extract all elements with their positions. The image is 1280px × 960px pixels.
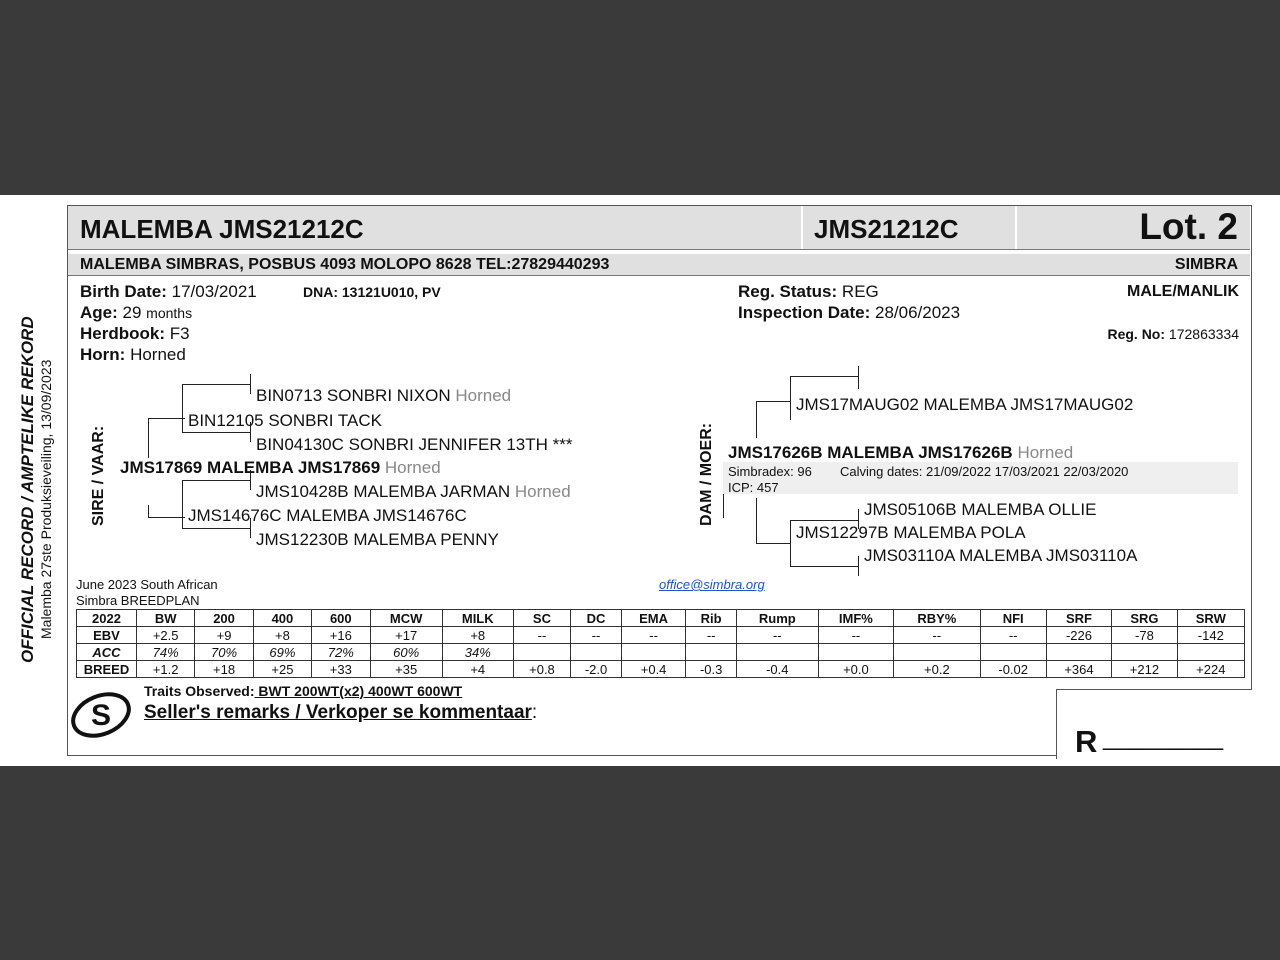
catalogue-sheet	[0, 195, 1280, 766]
table-cell: +0.0	[818, 661, 894, 678]
animal-name: MALEMBA JMS21212C	[80, 214, 364, 244]
table-cell	[686, 644, 737, 661]
price-label: R	[1075, 724, 1098, 759]
dam-dam-sire: JMS05106B MALEMBA OLLIE	[864, 500, 1097, 519]
table-cell: -0.4	[736, 661, 818, 678]
age: Age: 29 months	[80, 303, 193, 322]
table-cell	[894, 644, 980, 661]
lot-card	[67, 205, 1252, 759]
sire-sire-parent: BIN12105 SONBRI TACK	[188, 411, 383, 430]
table-cell: 70%	[195, 644, 253, 661]
calving-dates: Calving dates: 21/09/2022 17/03/2021 22/03/2020	[840, 464, 1129, 479]
table-cell: +35	[370, 661, 442, 678]
price-line: _________	[1103, 724, 1224, 751]
table-cell: IMF%	[818, 610, 894, 627]
dam-dam: JMS12297B MALEMBA POLA	[796, 523, 1026, 542]
table-cell: 69%	[253, 644, 311, 661]
table-cell: -0.02	[980, 661, 1046, 678]
simbra-logo-icon	[68, 684, 134, 744]
table-cell: +224	[1177, 661, 1244, 678]
table-cell: +18	[195, 661, 253, 678]
table-cell: --	[980, 627, 1046, 644]
sire-dam-of-sire: BIN04130C SONBRI JENNIFER 13TH ***	[256, 435, 573, 454]
table-header-row	[77, 610, 1245, 627]
table-cell	[513, 644, 571, 661]
table-cell: EBV	[77, 627, 137, 644]
dam-sire: JMS17MAUG02 MALEMBA JMS17MAUG02	[796, 395, 1134, 414]
reg-status: Reg. Status: REG	[738, 282, 879, 301]
sire-label: SIRE / VAAR:	[90, 425, 107, 526]
table-cell: --	[686, 627, 737, 644]
table-cell: +8	[442, 627, 513, 644]
table-cell: +364	[1046, 661, 1111, 678]
breedplan-line1: June 2023 South African	[76, 577, 218, 592]
table-cell: SRW	[1177, 610, 1244, 627]
table-cell: +25	[253, 661, 311, 678]
table-cell: --	[513, 627, 571, 644]
table-cell	[621, 644, 686, 661]
table-cell: EMA	[621, 610, 686, 627]
table-cell: 200	[195, 610, 253, 627]
table-cell: -0.3	[686, 661, 737, 678]
table-cell	[1177, 644, 1244, 661]
table-cell: -2.0	[571, 661, 622, 678]
breedplan-line2: Simbra BREEDPLAN	[76, 593, 200, 608]
table-cell: Rib	[686, 610, 737, 627]
dam-dam-dam: JMS03110A MALEMBA JMS03110A	[864, 546, 1138, 565]
table-cell	[980, 644, 1046, 661]
table-cell	[736, 644, 818, 661]
table-cell: +4	[442, 661, 513, 678]
table-cell: 74%	[137, 644, 195, 661]
table-cell: SRF	[1046, 610, 1111, 627]
price-box[interactable]	[1056, 689, 1252, 759]
table-cell: 60%	[370, 644, 442, 661]
table-cell: 34%	[442, 644, 513, 661]
lot-number: Lot. 2	[1139, 206, 1238, 247]
table-cell: BW	[137, 610, 195, 627]
table-cell	[818, 644, 894, 661]
birth-date: Birth Date: 17/03/2021	[80, 282, 257, 301]
table-cell: ACC	[77, 644, 137, 661]
table-cell	[571, 644, 622, 661]
table-cell: --	[894, 627, 980, 644]
table-cell: --	[818, 627, 894, 644]
table-cell: +1.2	[137, 661, 195, 678]
table-cell: NFI	[980, 610, 1046, 627]
table-cell: +0.2	[894, 661, 980, 678]
title-bar	[68, 206, 1250, 250]
table-cell: +33	[312, 661, 370, 678]
horn: Horn: Horned	[80, 345, 186, 364]
icp: ICP: 457	[728, 480, 779, 495]
table-cell: SC	[513, 610, 571, 627]
table-cell: -78	[1112, 627, 1177, 644]
table-cell: -226	[1046, 627, 1111, 644]
sire-dam: JMS14676C MALEMBA JMS14676C	[188, 506, 467, 525]
table-cell: +9	[195, 627, 253, 644]
table-cell: MCW	[370, 610, 442, 627]
sire-dam-dam: JMS12230B MALEMBA PENNY	[256, 530, 499, 549]
table-cell: +17	[370, 627, 442, 644]
table-cell: +8	[253, 627, 311, 644]
table-cell: +16	[312, 627, 370, 644]
table-cell: 72%	[312, 644, 370, 661]
table-cell: +2.5	[137, 627, 195, 644]
table-cell: +0.4	[621, 661, 686, 678]
table-cell: MILK	[442, 610, 513, 627]
inspection-date: Inspection Date: 28/06/2023	[738, 303, 961, 322]
sire-sire: BIN0713 SONBRI NIXON Horned	[256, 386, 512, 405]
breeder-info: MALEMBA SIMBRAS, POSBUS 4093 MOLOPO 8628 TEL:27829440293	[80, 256, 610, 273]
simbradex: Simbradex: 96	[728, 464, 812, 479]
sellers-remarks: Seller's remarks / Verkoper se kommentaar:	[144, 702, 538, 723]
table-cell: +0.8	[513, 661, 571, 678]
table-row-ebv	[77, 627, 1245, 644]
dam-name: JMS17626B MALEMBA JMS17626B Horned	[728, 443, 1074, 462]
animal-id: JMS21212C	[814, 214, 959, 244]
table-cell: 600	[312, 610, 370, 627]
table-cell: Rump	[736, 610, 818, 627]
table-cell: +212	[1112, 661, 1177, 678]
table-cell	[1112, 644, 1177, 661]
table-cell	[1046, 644, 1111, 661]
dna-info: DNA: 13121U010, PV	[303, 284, 441, 300]
sex: MALE/MANLIK	[1127, 283, 1239, 300]
traits-observed: Traits Observed: BWT 200WT(x2) 400WT 600WT	[144, 683, 463, 699]
table-cell: --	[736, 627, 818, 644]
sire-name: JMS17869 MALEMBA JMS17869 Horned	[120, 458, 441, 477]
reg-no: Reg. No: 172863334	[1107, 326, 1239, 342]
email-link[interactable]: office@simbra.org	[659, 577, 765, 592]
table-cell: SRG	[1112, 610, 1177, 627]
table-cell: --	[621, 627, 686, 644]
official-record-text: OFFICIAL RECORD / AMPTELIKE REKORD	[18, 316, 37, 663]
dam-label: DAM / MOER:	[698, 422, 715, 526]
table-cell: --	[571, 627, 622, 644]
table-row-acc	[77, 644, 1245, 661]
breeder-bar	[68, 254, 1250, 276]
herdbook: Herdbook: F3	[80, 324, 190, 343]
auction-text: Malemba 27ste Produksieveiling, 13/09/2023	[38, 359, 54, 639]
breed-name: SIMBRA	[1174, 256, 1238, 273]
table-row-breed	[77, 661, 1245, 678]
logo-letter: S	[90, 699, 112, 732]
table-cell: 400	[253, 610, 311, 627]
table-cell: 2022	[77, 610, 137, 627]
table-cell: DC	[571, 610, 622, 627]
sire-dam-sire: JMS10428B MALEMBA JARMAN Horned	[256, 482, 571, 501]
table-cell: -142	[1177, 627, 1244, 644]
ebv-table	[76, 609, 1245, 678]
table-cell: BREED	[77, 661, 137, 678]
table-cell: RBY%	[894, 610, 980, 627]
